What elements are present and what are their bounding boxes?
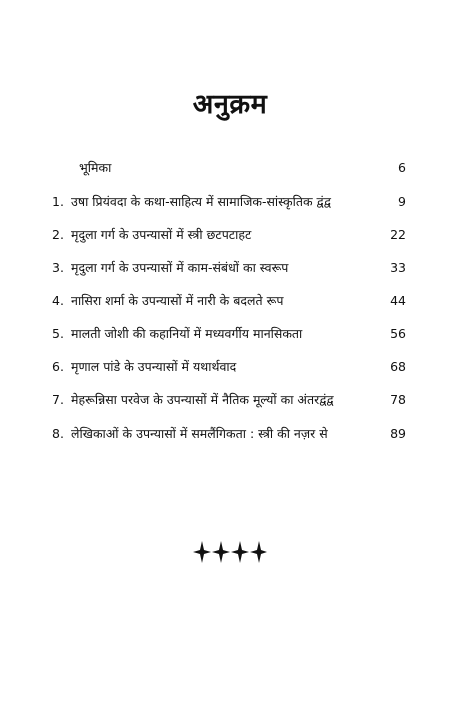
entry-number: 7.	[52, 392, 64, 407]
entry-number: 2.	[52, 227, 64, 242]
entry-number: 6.	[52, 359, 64, 374]
entry-number: 5.	[52, 326, 64, 341]
entry-title: मेहरून्निसा परवेज के उपन्यासों में नैतिक मूल्यों का अंतरद्वंद्व	[71, 392, 334, 407]
entry-page-number: 33	[390, 260, 406, 275]
toc-entry	[52, 424, 406, 444]
entry-page-number: 78	[390, 392, 406, 407]
entry-number: 8.	[52, 426, 64, 441]
entry-page-number: 9	[398, 194, 406, 209]
toc-entry	[52, 357, 406, 377]
toc-entry	[52, 258, 406, 278]
toc-entry	[52, 158, 406, 178]
entry-title: मृणाल पांडे के उपन्यासों में यथार्थवाद	[71, 359, 237, 374]
toc-entry	[52, 225, 406, 245]
entry-title: मालती जोशी की कहानियों में मध्यवर्गीय मानसिकता	[71, 326, 303, 341]
toc-entry	[52, 324, 406, 344]
entry-page-number: 56	[390, 326, 406, 341]
entry-number: 1.	[52, 194, 64, 209]
entry-page-number: 89	[390, 426, 406, 441]
toc-entry	[52, 390, 406, 410]
entry-number: 3.	[52, 260, 64, 275]
entry-title: मृदुला गर्ग के उपन्यासों में स्त्री छटपटाहट	[71, 227, 252, 242]
four-star-ornament-icon	[0, 540, 460, 568]
entry-title: लेखिकाओं के उपन्यासों में समलैंगिकता : स्त्री की नज़र से	[71, 426, 328, 441]
entry-number: 4.	[52, 293, 64, 308]
entry-title: उषा प्रियंवदा के कथा-साहित्य में सामाजिक-सांस्कृतिक द्वंद्व	[71, 194, 331, 209]
page-title: अनुक्रम	[192, 89, 268, 120]
entry-title: नासिरा शर्मा के उपन्यासों में नारी के बदलते रूप	[71, 293, 284, 308]
entry-page-number: 44	[390, 293, 406, 308]
entry-page-number: 22	[390, 227, 406, 242]
toc-entry	[52, 192, 406, 212]
entry-page-number: 68	[390, 359, 406, 374]
entry-title: भूमिका	[79, 160, 112, 175]
entry-title: मृदुला गर्ग के उपन्यासों में काम-संबंधों का स्वरूप	[71, 260, 289, 275]
toc-entry	[52, 291, 406, 311]
entry-page-number: 6	[398, 160, 406, 175]
